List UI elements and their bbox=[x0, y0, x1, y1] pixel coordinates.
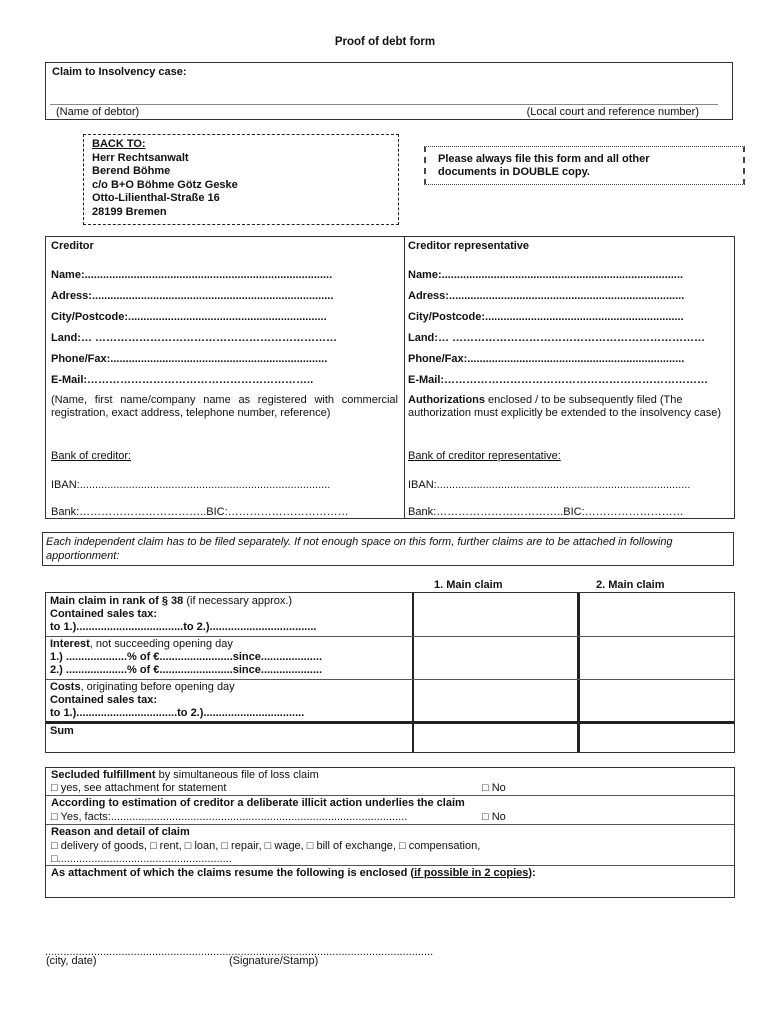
column-divider bbox=[412, 593, 414, 752]
creditor-land-field[interactable]: Land:… ………………………………………………………… bbox=[51, 332, 337, 344]
interest-text: 2.) ....................% of €........................since.................... bbox=[50, 664, 323, 676]
interest-field-1[interactable] bbox=[50, 651, 322, 664]
representative-address-field[interactable]: Adress:............................................................................. bbox=[408, 290, 685, 302]
costs-row bbox=[50, 681, 304, 720]
double-copy-note bbox=[424, 146, 745, 185]
attachment-emphasis: if possible in 2 copies bbox=[414, 867, 529, 879]
signature-line[interactable]: ............................................................................................................................... bbox=[45, 946, 434, 958]
secluded-line bbox=[51, 769, 319, 782]
authorization-label: Authorizations bbox=[408, 394, 485, 406]
return-line: Otto-Lilienthal-Straße 16 bbox=[92, 192, 220, 204]
creditor-note: (Name, first name/company name as registered with commercial registration, exact address, telephone number, reference) bbox=[51, 394, 398, 419]
main-claim-row bbox=[50, 595, 316, 634]
costs-label: Costs bbox=[50, 681, 81, 693]
return-line: Berend Böhme bbox=[92, 165, 171, 177]
creditor-bank-heading: Bank of creditor: bbox=[51, 450, 132, 462]
return-line: Herr Rechtsanwalt bbox=[92, 151, 189, 164]
reason-options[interactable]: □ delivery of goods, □ rent, □ loan, □ repair, □ wage, □ bill of exchange, □ compensation, bbox=[51, 840, 481, 852]
representative-name-field[interactable]: Name:............................................................................... bbox=[408, 269, 684, 281]
claim-label: Claim to Insolvency case: bbox=[52, 66, 187, 78]
main-claim-label: Main claim in rank of § 38 bbox=[50, 595, 184, 607]
debtor-caption: (Name of debtor) bbox=[56, 106, 140, 118]
main-claim-2-cell[interactable] bbox=[581, 593, 734, 636]
signature-caption: (Signature/Stamp) bbox=[229, 955, 319, 967]
column-divider bbox=[404, 237, 405, 518]
attachment-line bbox=[51, 867, 536, 880]
page-title: Proof of debt form bbox=[334, 36, 436, 48]
interest-note: , not succeeding opening day bbox=[89, 638, 233, 650]
representative-land-field[interactable]: Land:… …………………………………………………………… bbox=[408, 332, 705, 344]
creditor-phone-field[interactable]: Phone/Fax:....................................................................... bbox=[51, 353, 328, 365]
costs-tax-label: Contained sales tax: bbox=[50, 694, 157, 706]
reason-label: Reason and detail of claim bbox=[51, 826, 190, 838]
sum-label: Sum bbox=[50, 725, 74, 737]
main-claim-1-cell[interactable] bbox=[415, 593, 576, 636]
note-line: documents in DOUBLE copy. bbox=[438, 166, 590, 178]
claim-input-line[interactable] bbox=[50, 104, 718, 105]
main-claim-tax-label: Contained sales tax: bbox=[50, 608, 157, 620]
secluded-yes-checkbox[interactable]: □ yes, see attachment for statement bbox=[51, 782, 227, 794]
row-divider bbox=[46, 679, 734, 680]
main-claim-tax-field[interactable]: to 1.)...................................to 2.)................................... bbox=[50, 621, 317, 633]
return-line: 28199 Bremen bbox=[92, 205, 167, 218]
creditor-address-field[interactable]: Adress:............................................................................... bbox=[51, 290, 334, 302]
authorization-text: enclosed / to be subsequently filed (The authorization must explicitly be extended to the insolvency case) bbox=[408, 394, 722, 419]
creditor-iban-field[interactable]: IBAN:.................................................................................. bbox=[51, 479, 331, 491]
column-divider bbox=[577, 593, 580, 752]
representative-authorization bbox=[408, 394, 728, 420]
claims-table bbox=[45, 592, 735, 753]
representative-phone-field[interactable]: Phone/Fax:....................................................................... bbox=[408, 353, 685, 365]
row-divider bbox=[46, 721, 734, 724]
main-claim-note: (if necessary approx.) bbox=[183, 595, 293, 607]
return-address-box bbox=[83, 134, 399, 225]
interest-field-2[interactable] bbox=[50, 664, 322, 677]
secluded-note: by simultaneous file of loss claim bbox=[155, 769, 319, 781]
attachment-text: ): bbox=[528, 867, 536, 879]
row-divider bbox=[46, 636, 734, 637]
return-heading: BACK TO: bbox=[92, 138, 146, 150]
representative-bank-heading: Bank of creditor representative: bbox=[408, 450, 561, 462]
note-line: Please always file this form and all other bbox=[438, 153, 650, 165]
creditor-city-field[interactable]: City/Postcode:................................................................. bbox=[51, 311, 327, 323]
interest-label: Interest bbox=[50, 638, 90, 650]
creditor-name-field[interactable]: Name:................................................................................. bbox=[51, 269, 333, 281]
representative-city-field[interactable]: City/Postcode:................................................................. bbox=[408, 311, 684, 323]
costs-tax-field[interactable]: to 1.).................................to 2.)................................. bbox=[50, 707, 305, 719]
representative-email-field[interactable]: E-Mail:……………………………………………………………… bbox=[408, 374, 709, 386]
illicit-action-label: According to estimation of creditor a deliberate illicit action underlies the claim bbox=[51, 797, 465, 809]
representative-bank-field[interactable]: Bank:……………………………..BIC:……………………… bbox=[408, 506, 684, 518]
illicit-yes-checkbox[interactable]: □ Yes, facts:................................................................................................. bbox=[51, 811, 408, 823]
creditor-table bbox=[45, 236, 735, 519]
interest-text: 1.) ....................% of €........................since.................... bbox=[50, 651, 323, 663]
representative-heading: Creditor representative bbox=[408, 240, 530, 252]
attachment-text: As attachment of which the claims resume the following is enclosed ( bbox=[51, 867, 415, 879]
representative-iban-field[interactable]: IBAN:................................................................................... bbox=[408, 479, 691, 491]
secluded-label: Secluded fulfillment bbox=[51, 769, 156, 781]
reason-other-field[interactable]: □......................................................... bbox=[51, 853, 232, 865]
creditor-bank-field[interactable]: Bank:……………………………..BIC:…………………………… bbox=[51, 506, 349, 518]
interest-row bbox=[50, 638, 322, 677]
illicit-no-checkbox[interactable]: □ No bbox=[482, 811, 506, 823]
court-caption: (Local court and reference number) bbox=[526, 106, 699, 118]
main-claim-1-header: 1. Main claim bbox=[434, 579, 503, 591]
secluded-no-checkbox[interactable]: □ No bbox=[482, 782, 506, 794]
independent-claim-text: Each independent claim has to be filed separately. If not enough space on this form, further claims are to be attached in following apportionment: bbox=[46, 536, 673, 562]
return-line: c/o B+O Böhme Götz Geske bbox=[92, 178, 238, 191]
row-divider bbox=[46, 824, 734, 825]
main-claim-2-header: 2. Main claim bbox=[596, 579, 665, 591]
creditor-heading: Creditor bbox=[51, 240, 94, 252]
claim-box bbox=[45, 62, 733, 120]
row-divider bbox=[46, 795, 734, 796]
costs-note: , originating before opening day bbox=[80, 681, 235, 693]
city-date-caption: (city, date) bbox=[46, 955, 97, 967]
secluded-section bbox=[45, 767, 735, 898]
independent-claim-note bbox=[42, 532, 734, 566]
creditor-email-field[interactable]: E-Mail:…………………………………………………….. bbox=[51, 374, 314, 386]
